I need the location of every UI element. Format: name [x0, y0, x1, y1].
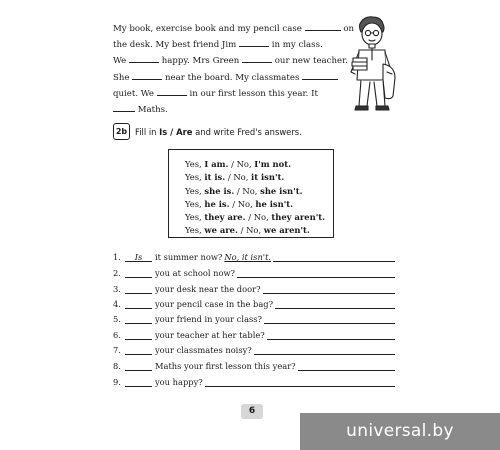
- question-number: 3.: [113, 284, 121, 294]
- answer-text: Yes,: [185, 172, 205, 183]
- answer-line[interactable]: [298, 361, 395, 371]
- answer-option-row: [185, 211, 333, 224]
- exercise-paragraph: [113, 21, 355, 118]
- blank[interactable]: [132, 70, 162, 80]
- para-text: in my class.: [271, 40, 323, 51]
- page-number: 6: [241, 404, 263, 419]
- para-text: happy. Mrs Green: [161, 56, 240, 67]
- answer-text: / No,: [225, 172, 252, 183]
- answer-line[interactable]: [237, 268, 395, 278]
- watermark: universal.by: [300, 413, 500, 450]
- para-text: the desk. My best friend Jim: [113, 40, 237, 51]
- question-text: your teacher at her table?: [155, 330, 265, 340]
- question-text: your friend in your class?: [155, 314, 262, 324]
- answer-options-box: [168, 149, 334, 238]
- task-number-badge: 2b: [113, 123, 130, 140]
- answer-text: Yes,: [185, 212, 205, 223]
- answer-line[interactable]: [275, 299, 395, 309]
- question-text: your classmates noisy?: [155, 345, 252, 355]
- answer-text: Yes,: [185, 159, 205, 169]
- question-text: your pencil case in the bag?: [155, 299, 274, 309]
- blank[interactable]: [305, 21, 341, 31]
- answer-option-row: [185, 185, 333, 198]
- para-text: Maths.: [137, 105, 168, 116]
- answer-text: Yes,: [185, 225, 205, 236]
- schoolboy-illustration: [343, 14, 399, 114]
- question-item: [113, 284, 395, 294]
- answer-bold: he is.: [204, 198, 230, 209]
- para-text: She: [113, 72, 130, 83]
- question-answer[interactable]: No, it isn't.: [224, 252, 272, 262]
- question-blank[interactable]: [125, 299, 152, 309]
- question-blank[interactable]: [125, 361, 152, 371]
- answer-line[interactable]: [254, 345, 395, 355]
- answer-option-row: [185, 158, 333, 171]
- question-item: [113, 377, 395, 387]
- answer-bold: they aren't.: [271, 212, 326, 223]
- answer-bold: he isn't.: [255, 198, 294, 209]
- question-item: [113, 330, 395, 340]
- question-item: [113, 361, 395, 371]
- blank[interactable]: [113, 102, 135, 112]
- question-item: [113, 299, 395, 309]
- answer-bold: I am.: [204, 159, 229, 169]
- question-item: [113, 268, 395, 278]
- answer-text: Yes,: [185, 185, 205, 196]
- answer-bold: we are.: [204, 225, 238, 236]
- answer-line[interactable]: [263, 284, 395, 294]
- question-item: [113, 314, 395, 324]
- answer-text: / No,: [237, 225, 264, 236]
- question-text: you happy?: [155, 377, 203, 387]
- para-text: near the board. My classmates: [164, 72, 300, 83]
- answer-line[interactable]: [205, 377, 395, 387]
- question-blank[interactable]: [125, 345, 152, 355]
- question-number: 4.: [113, 299, 121, 309]
- answer-text: Yes,: [185, 198, 205, 209]
- question-number: 7.: [113, 345, 121, 355]
- answer-option-row: [185, 198, 333, 211]
- answer-line[interactable]: [267, 330, 395, 340]
- para-text: My book, exercise book and my pencil case: [113, 24, 302, 34]
- blank[interactable]: [239, 37, 269, 47]
- question-number: 9.: [113, 377, 121, 387]
- answer-line[interactable]: [264, 314, 395, 324]
- task-words: Is / Are: [159, 126, 193, 137]
- question-text: Maths your first lesson this year?: [155, 361, 296, 371]
- para-text: on: [343, 24, 355, 34]
- answer-option-row: [185, 171, 333, 184]
- answer-bold: it is.: [204, 172, 226, 183]
- blank[interactable]: [242, 53, 272, 63]
- blank[interactable]: [129, 53, 159, 63]
- para-text: our new teacher.: [274, 56, 348, 67]
- question-blank[interactable]: [125, 314, 152, 324]
- question-item: [113, 252, 395, 262]
- question-text: you at school now?: [155, 268, 235, 278]
- blank[interactable]: [302, 70, 338, 80]
- answer-bold: it isn't.: [251, 172, 285, 183]
- para-text: in our first lesson this year. It: [189, 88, 318, 99]
- answer-bold: we aren't.: [263, 225, 310, 236]
- question-blank[interactable]: [125, 330, 152, 340]
- para-text: We: [113, 56, 127, 67]
- question-blank[interactable]: [125, 284, 152, 294]
- blank[interactable]: [157, 86, 187, 96]
- question-text: your desk near the door?: [155, 284, 261, 294]
- question-number: 5.: [113, 314, 121, 324]
- question-blank[interactable]: [125, 268, 152, 278]
- question-number: 8.: [113, 361, 121, 371]
- answer-text: / No,: [228, 159, 255, 169]
- question-number: 1.: [113, 252, 121, 262]
- task-heading: [113, 123, 302, 140]
- question-blank[interactable]: [125, 377, 152, 387]
- answer-bold: I'm not.: [254, 159, 291, 169]
- question-item: [113, 345, 395, 355]
- question-blank[interactable]: Is: [125, 252, 152, 262]
- task-pre: Fill in: [135, 126, 157, 137]
- answer-text: / No,: [229, 198, 256, 209]
- answer-line[interactable]: [273, 252, 395, 262]
- para-text: quiet. We: [113, 88, 155, 99]
- question-number: 2.: [113, 268, 121, 278]
- answer-option-row: [185, 224, 333, 237]
- question-text: it summer now?: [155, 252, 223, 262]
- task-post: and write Fred's answers.: [195, 126, 302, 137]
- answer-bold: she is.: [204, 185, 235, 196]
- answer-bold: she isn't.: [260, 185, 303, 196]
- answer-text: / No,: [245, 212, 272, 223]
- answer-bold: they are.: [204, 212, 246, 223]
- question-number: 6.: [113, 330, 121, 340]
- answer-text: / No,: [234, 185, 261, 196]
